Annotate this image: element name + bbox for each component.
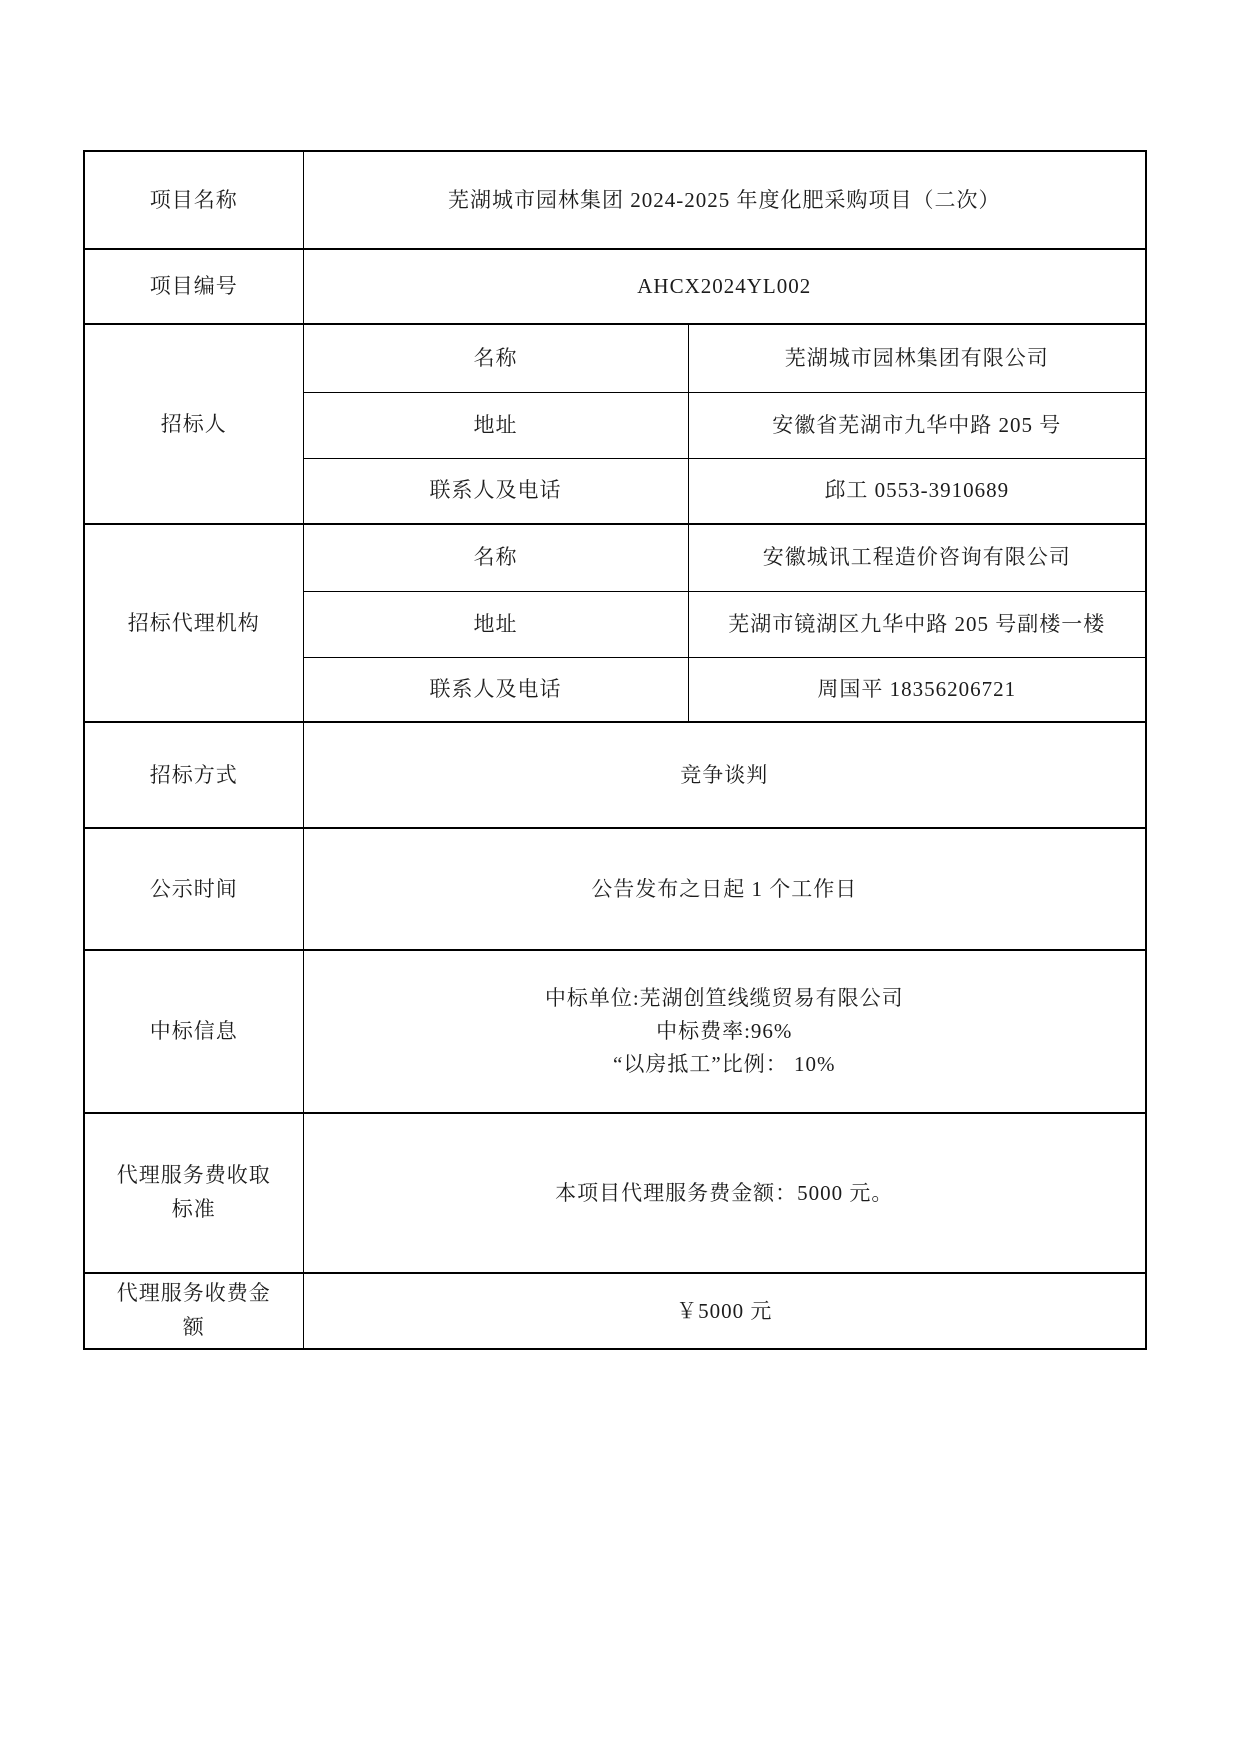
row-agency-fee-amount — [84, 1273, 1146, 1349]
tenderer-address-value — [688, 392, 1146, 458]
row-award-info — [84, 950, 1146, 1113]
agency-fee-standard-value-text: 本项目代理服务费金额：5000 元。 — [555, 1180, 894, 1205]
publicity-period-value — [303, 828, 1146, 950]
agency-contact-value — [688, 657, 1146, 722]
tenderer-label — [84, 324, 303, 524]
row-project-number — [84, 249, 1146, 324]
row-tender-method — [84, 722, 1146, 828]
tender-method-label — [84, 722, 303, 828]
tenderer-label-text: 招标人 — [160, 411, 227, 436]
row-agency-fee-standard — [84, 1113, 1146, 1273]
award-info-label — [84, 950, 303, 1113]
agency-address-label-text: 地址 — [473, 611, 518, 636]
project-number-label-text: 项目编号 — [149, 274, 238, 299]
agency-address-value-text: 芜湖市镜湖区九华中路 205 号副楼一楼 — [728, 611, 1106, 636]
project-number-value — [303, 249, 1146, 324]
award-rate-line: 中标费率:96% — [656, 1019, 793, 1044]
row-tenderer-name — [84, 324, 1146, 392]
tenderer-name-label-text: 名称 — [473, 345, 518, 370]
agency-name-label-text: 名称 — [473, 545, 518, 570]
tenderer-name-label — [303, 324, 688, 392]
tenderer-address-label — [303, 392, 688, 458]
publicity-period-label-text: 公示时间 — [149, 876, 238, 901]
tenderer-name-value-text: 芜湖城市园林集团有限公司 — [784, 345, 1049, 370]
agency-fee-standard-value — [303, 1113, 1146, 1273]
tenderer-contact-value — [688, 458, 1146, 524]
agency-fee-amount-label-text: 代理服务收费金额 — [116, 1281, 271, 1339]
award-ratio-line: “以房抵工”比例： 10% — [613, 1051, 836, 1076]
project-name-value — [303, 151, 1146, 249]
agency-address-value — [688, 591, 1146, 657]
agency-name-value — [688, 524, 1146, 591]
tenderer-address-label-text: 地址 — [473, 412, 518, 437]
agency-label-text: 招标代理机构 — [127, 610, 260, 635]
agency-fee-amount-value-text: ￥5000 元 — [676, 1298, 773, 1323]
award-info-label-text: 中标信息 — [149, 1019, 238, 1044]
row-agency-name — [84, 524, 1146, 591]
publicity-period-label — [84, 828, 303, 950]
tender-info-table — [83, 150, 1147, 1350]
project-name-value-text: 芜湖城市园林集团 2024-2025 年度化肥采购项目（二次） — [448, 187, 1001, 212]
agency-name-value-text: 安徽城讯工程造价咨询有限公司 — [762, 545, 1071, 570]
tenderer-contact-label-text: 联系人及电话 — [429, 478, 562, 503]
agency-label — [84, 524, 303, 722]
tenderer-address-value-text: 安徽省芜湖市九华中路 205 号 — [772, 412, 1062, 437]
tender-method-label-text: 招标方式 — [149, 762, 238, 787]
row-publicity-period — [84, 828, 1146, 950]
project-name-label — [84, 151, 303, 249]
agency-fee-amount-label — [84, 1273, 303, 1349]
agency-address-label — [303, 591, 688, 657]
agency-name-label — [303, 524, 688, 591]
tenderer-contact-value-text: 邱工 0553-3910689 — [824, 478, 1010, 503]
publicity-period-value-text: 公告发布之日起 1 个工作日 — [591, 876, 858, 901]
tender-method-value-text: 竞争谈判 — [680, 762, 769, 787]
award-info-value — [303, 950, 1146, 1113]
agency-contact-label-text: 联系人及电话 — [429, 676, 562, 701]
project-name-label-text: 项目名称 — [149, 187, 238, 212]
tenderer-contact-label — [303, 458, 688, 524]
row-project-name — [84, 151, 1146, 249]
award-winner-line: 中标单位:芜湖创笪线缆贸易有限公司 — [544, 986, 904, 1011]
project-number-label — [84, 249, 303, 324]
agency-fee-standard-label-text: 代理服务费收取标准 — [116, 1163, 271, 1221]
agency-contact-value-text: 周国平 18356206721 — [817, 676, 1017, 701]
project-number-value-text: AHCX2024YL002 — [637, 274, 812, 299]
agency-fee-standard-label — [84, 1113, 303, 1273]
agency-fee-amount-value — [303, 1273, 1146, 1349]
tender-method-value — [303, 722, 1146, 828]
agency-contact-label — [303, 657, 688, 722]
tenderer-name-value — [688, 324, 1146, 392]
